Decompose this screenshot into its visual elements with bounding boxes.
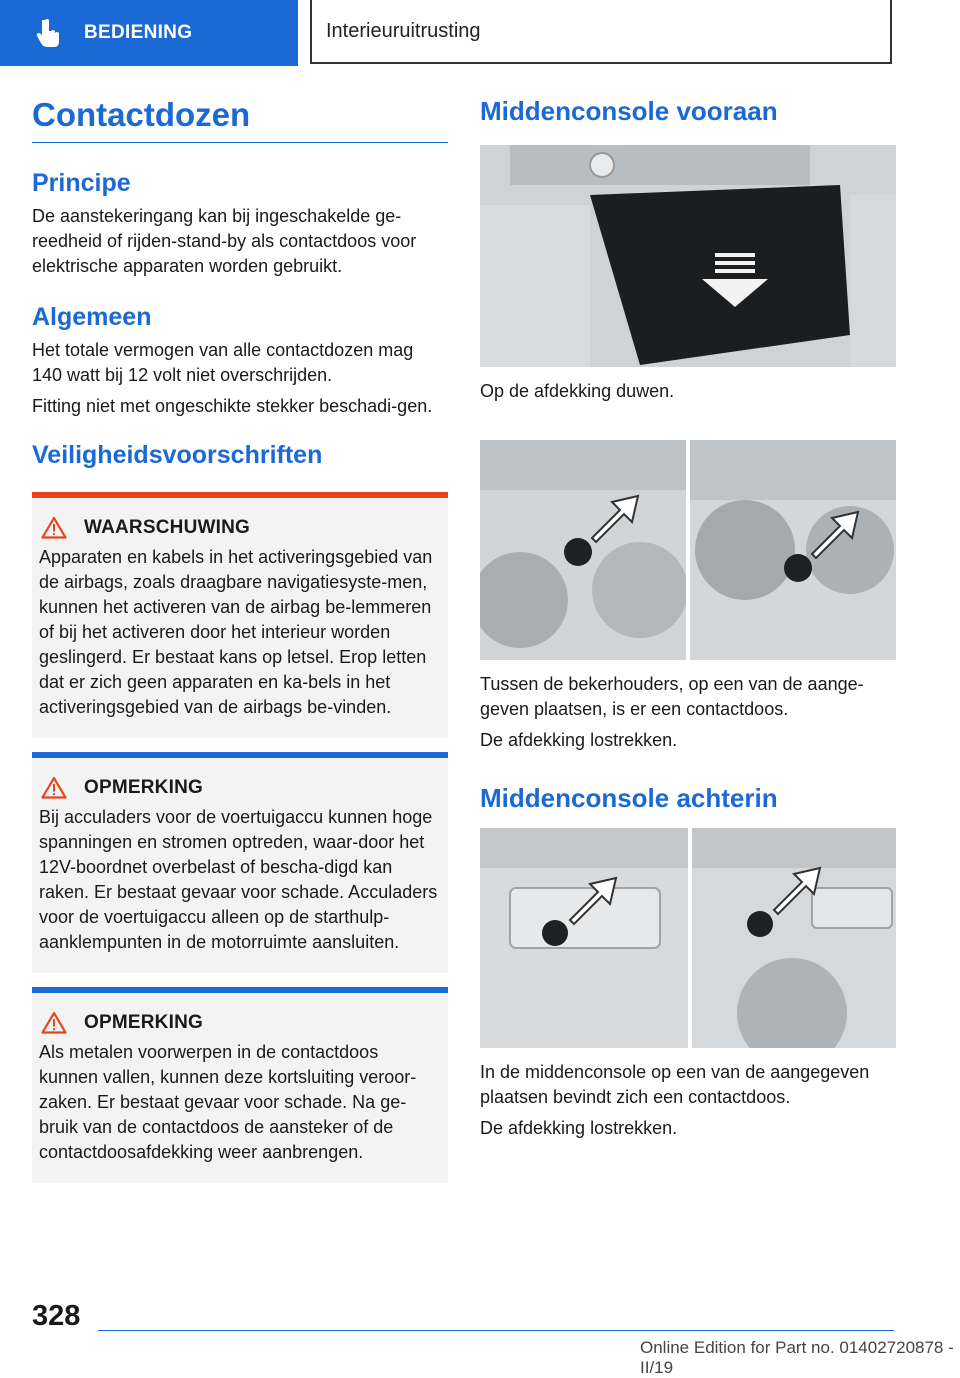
veiligheid-heading: Veiligheidsvoorschriften: [32, 441, 323, 469]
left-column: [32, 96, 448, 1183]
footer-divider: [98, 1330, 894, 1331]
rear-caption-2: De afdekking lostrekken.: [480, 1118, 678, 1138]
section-tab[interactable]: [0, 0, 298, 66]
rear-caption-1: In de middenconsole op een van de aangegeven plaatsen bevindt zich een contactdoos.: [480, 1062, 870, 1107]
caution-triangle-icon: [41, 1011, 67, 1034]
note-label-1: OPMERKING: [84, 776, 203, 798]
rear-console-heading: Middenconsole achterin: [480, 783, 778, 813]
note-label-2: OPMERKING: [84, 1011, 203, 1033]
front-socket-image-left: [480, 440, 686, 660]
edition-info: Online Edition for Part no. 01402720878 - II/19: [640, 1338, 954, 1377]
rear-socket-illustration-right: [692, 828, 896, 1048]
rear-socket-images: [480, 828, 896, 1048]
front-caption-3: De afdekking lostrekken.: [480, 730, 678, 750]
chapter-header: [310, 0, 892, 64]
hand-pointer-icon: [36, 18, 62, 48]
front-caption-1: Op de afdekking duwen.: [480, 381, 675, 401]
front-console-heading: Middenconsole vooraan: [480, 96, 778, 126]
front-socket-image-right: [690, 440, 896, 660]
page-title: Contactdozen: [32, 96, 448, 143]
right-column: [480, 96, 896, 1141]
note-box-1: [32, 752, 448, 973]
principe-heading: Principe: [32, 169, 131, 197]
rear-socket-image-left: [480, 828, 688, 1048]
note-text-1: Bij acculaders voor de voertuigaccu kunnen hoge spanningen en stromen optreden, waar-door het 12V-boordnet overbelast of bescha-digd kan raken. Er bestaat gevaar voor schade. Acculaders voor de voertuigaccu alleen op de starthulp-aanklempunten in de motorruimte aansluiten.: [39, 807, 438, 952]
page-number: 328: [32, 1300, 81, 1332]
caution-triangle-icon: [41, 776, 67, 799]
algemeen-text-1: Het totale vermogen van alle contactdozen mag 140 watt bij 12 volt niet overschrijden.: [32, 340, 414, 385]
front-console-cover-image: [480, 145, 896, 367]
front-socket-images: [480, 440, 896, 660]
algemeen-heading: Algemeen: [32, 303, 152, 331]
rear-socket-illustration-left: [480, 828, 688, 1048]
principe-text: De aanstekeringang kan bij ingeschakelde ge-reedheid of rijden-stand-by als contactdoos voor elektrische apparaten worden gebruikt.: [32, 206, 417, 276]
warning-triangle-icon: [41, 516, 67, 539]
console-cover-illustration: [480, 145, 896, 367]
rear-socket-image-right: [692, 828, 896, 1048]
warning-label: WAARSCHUWING: [84, 516, 250, 538]
section-tab-label: BEDIENING: [84, 22, 193, 43]
front-caption-2: Tussen de bekerhouders, op een van de aange-geven plaatsen, is er een contactdoos.: [480, 674, 864, 719]
note-box-2: [32, 987, 448, 1183]
cupholder-socket-illustration-right: [690, 440, 896, 660]
warning-text: Apparaten en kabels in het activeringsgebied van de airbags, zoals draagbare navigatiesyste-men, kunnen het activeren van de airbag be-lemmeren of bij het activeren door het interieur worden geslingerd. Er bestaat kans op letsel. Erop letten dat er zich geen apparaten en ka-bels in het activeringsgebied van de airbags be-vinden.: [39, 547, 433, 717]
note-text-2: Als metalen voorwerpen in de contactdoos kunnen vallen, kunnen deze kortsluiting veroor-zaken. Er bestaat gevaar voor schade. Na ge-bruik van de contactdoos de aansteker of de contactdoosafdekking weer aanbrengen.: [39, 1042, 417, 1162]
algemeen-text-2: Fitting niet met ongeschikte stekker beschadi-gen.: [32, 396, 433, 416]
cupholder-socket-illustration-left: [480, 440, 686, 660]
chapter-title: Interieuruitrusting: [326, 19, 481, 42]
warning-box: [32, 492, 448, 738]
